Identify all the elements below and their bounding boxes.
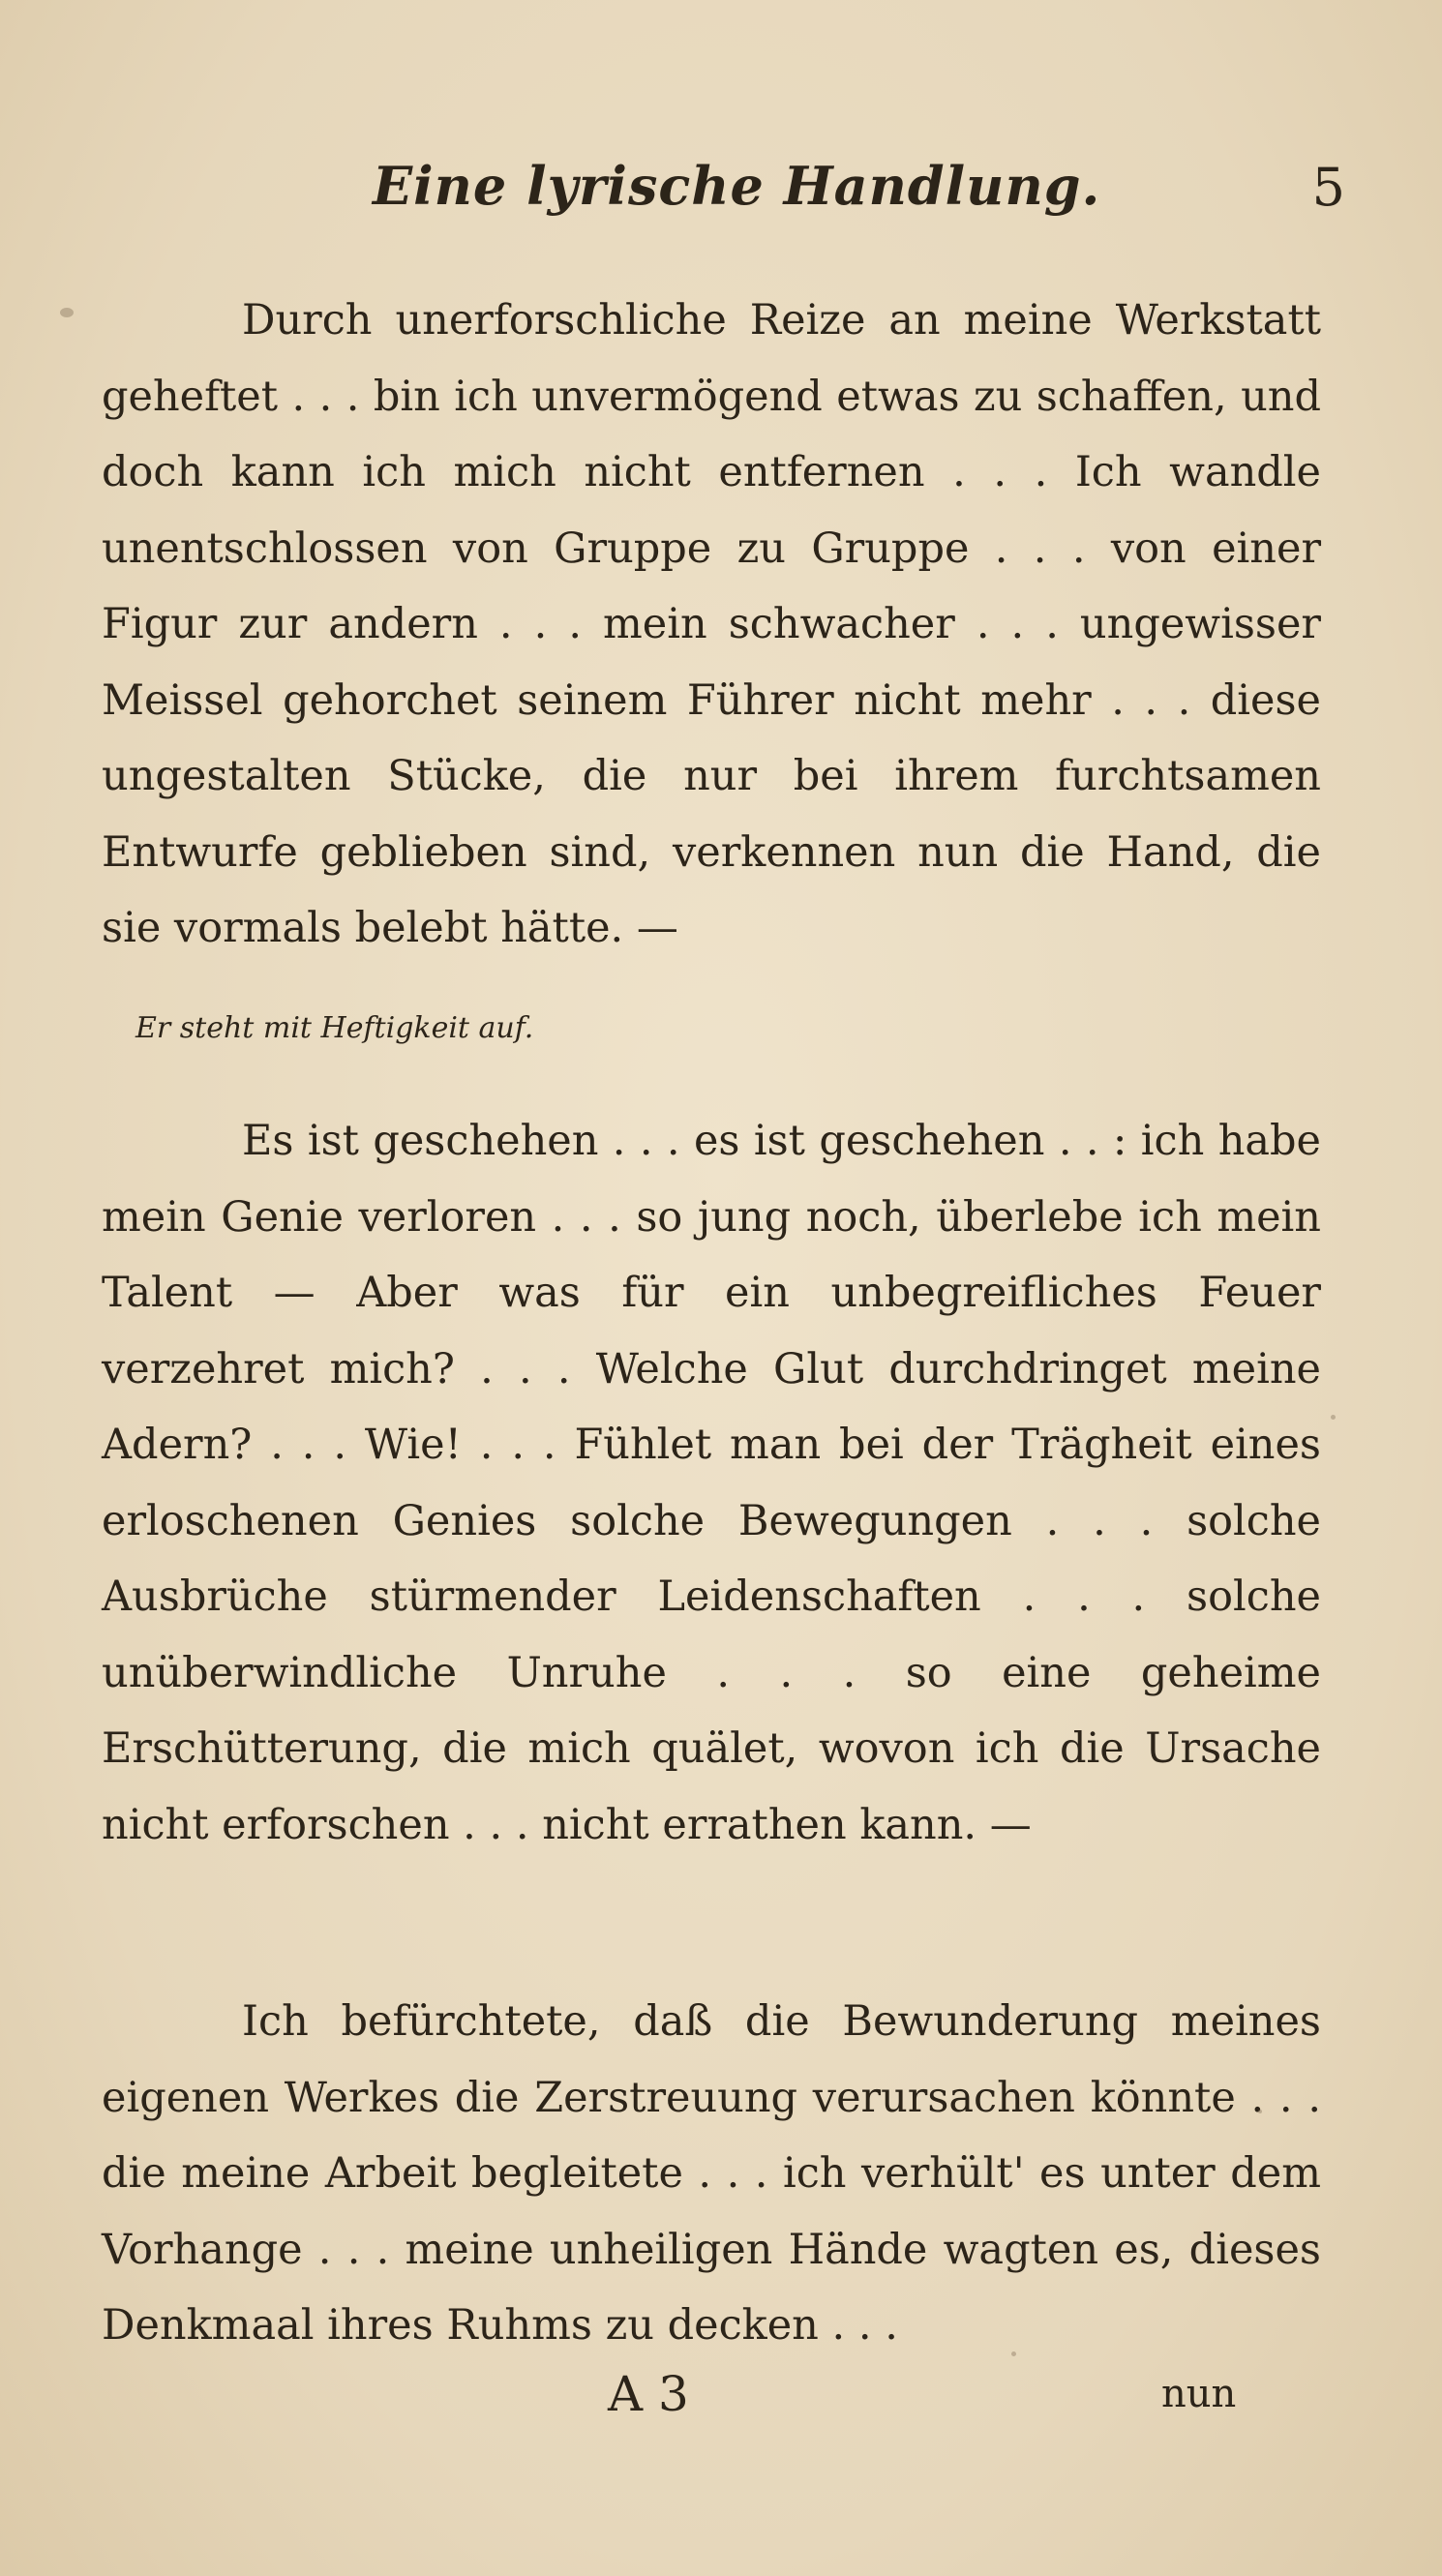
paragraph-3: Ich befürchtete, daß die Bewunderung meines eigenen Werkes die Zerstreuung verursachen könnte . . . die meine Arbeit begleitete . . . ich verhült' es unter dem Vorhange . . . meine unheiligen Hände wagten es, dieses Denkmaal ihres Ruhms zu decken . . . bbox=[102, 1997, 1321, 2350]
running-title: Eine lyrische Handlung. bbox=[373, 155, 1101, 217]
paper-speck bbox=[1331, 1415, 1336, 1420]
page-number: 5 bbox=[1311, 157, 1345, 218]
paper-speck bbox=[60, 308, 74, 317]
paper-speck bbox=[1258, 2110, 1262, 2113]
paragraph-2: Es ist geschehen . . . es ist geschehen . . : ich habe mein Genie verloren . . . so jung noch, überlebe ich mein Talent — Aber was für ein unbegreifliches Feuer verzehret mich? . . . Welche Glut durchdringet meine Adern? . . . Wie! . . . Fühlet man bei der Trägheit eines erloschenen Genies solche Bewegungen . . . solche Ausbrüche stürmender Leidenschaften . . . solche unüberwindliche Unruhe . . . so eine geheime Erschütterung, die mich quälet, wovon ich die Ursache nicht erforschen . . . nicht errathen kann. — bbox=[102, 1117, 1321, 1849]
paper-speck bbox=[1011, 2351, 1016, 2356]
signature-mark: A 3 bbox=[608, 2366, 689, 2422]
running-head bbox=[373, 155, 1345, 232]
paragraph-1: Durch unerforschliche Reize an meine Werkstatt geheftet . . . bin ich unvermögend etwas zu schaffen, und doch kann ich mich nicht entfernen . . . Ich wandle unentschlossen von Gruppe zu Gruppe . . . von einer Figur zur andern . . . mein schwacher . . . ungewisser Meissel gehorchet seinem Führer nicht mehr . . . diese ungestalten Stücke, die nur bei ihrem furchtsamen Entwurfe geblieben sind, verkennen nun die Hand, die sie vormals belebt hätte. — bbox=[102, 296, 1321, 952]
page-footer bbox=[0, 2366, 1442, 2434]
catchword: nun bbox=[1161, 2372, 1237, 2416]
stage-direction: Er steht mit Heftigkeit auf. bbox=[135, 1011, 534, 1045]
